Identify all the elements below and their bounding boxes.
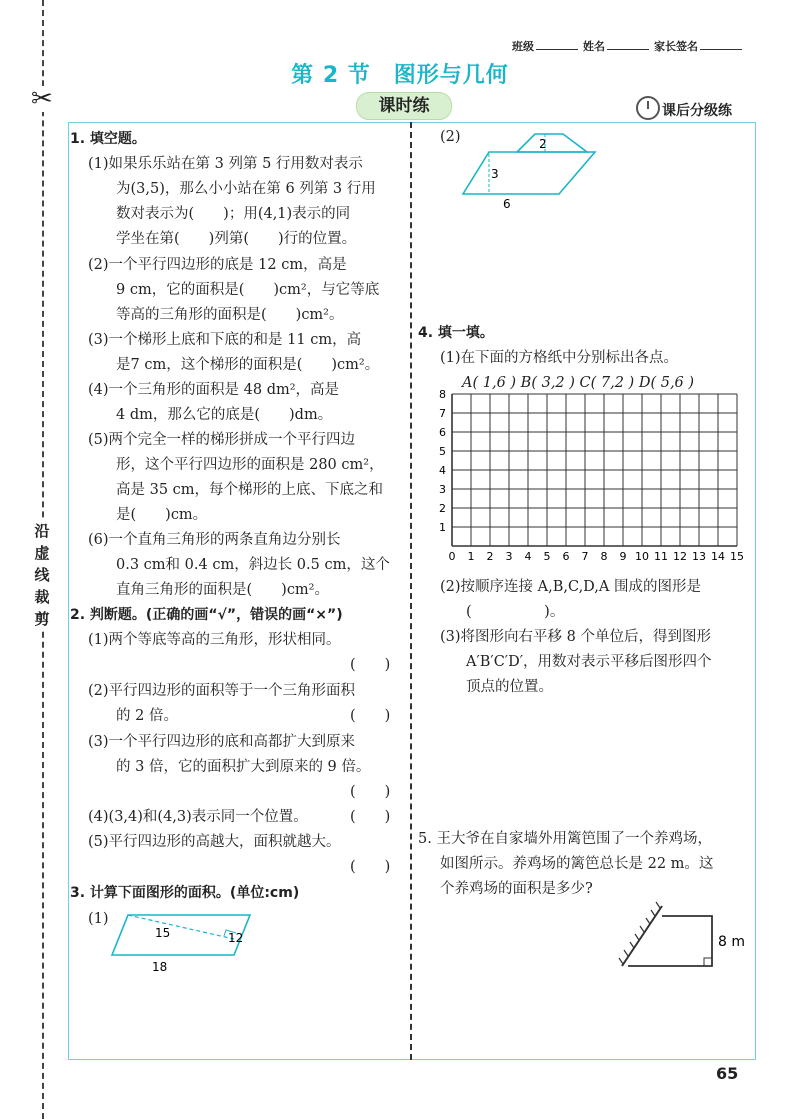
scissors-icon: ✂ <box>31 84 53 114</box>
cut-instruction: 沿 虚 线 裁 剪 <box>30 520 54 630</box>
q2-line: (5)平行四边形的高越大，面积就越大。 <box>88 834 341 850</box>
x-tick-label: 0 <box>448 550 456 563</box>
q2-line: (3)一个平行四边形的底和高都扩大到原来 <box>88 734 356 750</box>
q1-line: 4 dm，那么它的底是( )dm。 <box>116 407 333 423</box>
x-tick-label: 9 <box>619 550 627 563</box>
q1-line: (6)一个直角三角形的两条直角边分别长 <box>88 532 341 548</box>
q1-line: (2)一个平行四边形的底是 12 cm，高是 <box>88 257 347 273</box>
q1-line: 9 cm，它的面积是( )cm²，与它等底 <box>116 282 380 298</box>
q3-2-label: (2) <box>440 129 461 145</box>
y-tick-label: 3 <box>439 483 446 496</box>
x-tick-label: 11 <box>654 550 668 563</box>
q4-heading: 4. 填一填。 <box>418 325 494 341</box>
y-tick-label: 7 <box>439 407 446 420</box>
q5-line: 如图所示。养鸡场的篱笆总长是 22 m。这 <box>440 856 714 872</box>
answer-bracket[interactable]: ( ) <box>350 784 391 800</box>
q4-points: A( 1,6 ) B( 3,2 ) C( 7,2 ) D( 5,6 ) <box>462 375 695 391</box>
y-tick-label: 1 <box>439 521 446 534</box>
q1-line: 是( )cm。 <box>116 507 208 523</box>
fig1-height-label: 12 <box>228 931 244 945</box>
q1-line: 学坐在第( )列第( )行的位置。 <box>116 231 357 247</box>
q1-heading: 1. 填空题。 <box>70 131 146 147</box>
x-tick-label: 7 <box>581 550 589 563</box>
page-number: 65 <box>716 1064 739 1083</box>
q2-line: 的 2 倍。 <box>116 708 178 724</box>
x-tick-label: 8 <box>600 550 608 563</box>
q4-line: (1)在下面的方格纸中分别标出各点。 <box>440 350 679 366</box>
q1-line: 数对表示为( )；用(4,1)表示的同 <box>116 206 351 222</box>
fig2-height-label: 3 <box>491 167 499 181</box>
y-tick-label: 2 <box>439 502 446 515</box>
fence-line <box>628 916 712 966</box>
q3-heading: 3. 计算下面图形的面积。(单位:cm) <box>70 885 300 901</box>
answer-bracket[interactable]: ( ) <box>350 657 391 673</box>
q1-line: 等高的三角形的面积是( )cm²。 <box>116 307 344 323</box>
q1-line: (3)一个梯形上底和下底的和是 11 cm，高 <box>88 332 362 348</box>
fig1-slant-label: 15 <box>155 926 171 940</box>
right-angle-mark <box>704 958 712 966</box>
q4-line: 顶点的位置。 <box>466 679 553 695</box>
q4-line: A′B′C′D′，用数对表示平移后图形四个 <box>466 654 712 670</box>
q5-line: 5. 王大爷在自家墙外用篱笆围了一个养鸡场， <box>418 831 712 847</box>
parent-sign-field: 家长签名 <box>654 38 742 54</box>
x-tick-label: 6 <box>562 550 570 563</box>
q5-line: 个养鸡场的面积是多少? <box>440 881 593 897</box>
x-tick-label: 1 <box>467 550 475 563</box>
figure-chicken-yard <box>612 898 752 974</box>
page-title: 第 2 节 图形与几何 <box>291 63 509 88</box>
x-tick-label: 14 <box>711 550 725 563</box>
parallelogram-2-shape <box>463 152 595 194</box>
coordinate-grid[interactable] <box>432 388 752 566</box>
q1-line: 形，这个平行四边形的面积是 280 cm²， <box>116 457 384 473</box>
q1-line: 直角三角形的面积是( )cm²。 <box>116 582 329 598</box>
q4-line: (2)按顺序连接 A,B,C,D,A 围成的图形是 <box>440 579 701 595</box>
answer-bracket[interactable]: ( ) <box>350 708 391 724</box>
q2-line: (1)两个等底等高的三角形，形状相同。 <box>88 632 341 648</box>
q4-line: (3)将图形向右平移 8 个单位后，得到图形 <box>440 629 711 645</box>
x-tick-label: 13 <box>692 550 706 563</box>
x-tick-label: 4 <box>524 550 532 563</box>
y-tick-label: 8 <box>439 388 446 401</box>
class-field: 班级 <box>512 38 578 54</box>
q3-1-label: (1) <box>88 911 109 927</box>
fig2-top-label: 2 <box>539 137 547 151</box>
q1-line: (5)两个完全一样的梯形拼成一个平行四边 <box>88 432 356 448</box>
fence-height-label: 8 m <box>718 934 745 950</box>
q1-line: (1)如果乐乐站在第 3 列第 5 行用数对表示 <box>88 156 363 172</box>
q1-line: 高是 35 cm，每个梯形的上底、下底之和 <box>116 482 384 498</box>
q1-line: (4)一个三角形的面积是 48 dm²，高是 <box>88 382 340 398</box>
name-field: 姓名 <box>583 38 649 54</box>
clock-icon <box>636 96 660 120</box>
figure-parallelogram-2 <box>455 128 615 213</box>
q1-line: 为(3,5)，那么小小站在第 6 列第 3 行用 <box>116 181 376 197</box>
section-tab: 课时练 <box>356 92 452 120</box>
x-tick-label: 15 <box>730 550 744 563</box>
y-tick-label: 6 <box>439 426 446 439</box>
answer-bracket[interactable]: ( ) <box>350 859 391 875</box>
answer-bracket[interactable]: ( ) <box>350 809 391 825</box>
x-tick-label: 3 <box>505 550 513 563</box>
q1-line: 0.3 cm和 0.4 cm，斜边长 0.5 cm，这个 <box>116 557 390 573</box>
q1-line: 是7 cm，这个梯形的面积是( )cm²。 <box>116 357 380 373</box>
x-tick-label: 2 <box>486 550 494 563</box>
x-tick-label: 10 <box>635 550 649 563</box>
figure-parallelogram-1 <box>100 905 270 977</box>
fig1-base-label: 18 <box>152 960 168 974</box>
level-label: 课后分级练 <box>662 103 732 119</box>
wall-line <box>622 906 662 966</box>
triangle-cap-shape <box>517 134 587 152</box>
answer-blank[interactable]: ( )。 <box>466 604 565 620</box>
q2-line: 的 3 倍，它的面积扩大到原来的 9 倍。 <box>116 759 371 775</box>
x-tick-label: 5 <box>543 550 551 563</box>
fig2-base-label: 6 <box>503 197 511 211</box>
y-tick-label: 5 <box>439 445 446 458</box>
column-divider <box>410 122 412 1060</box>
q2-line: (2)平行四边形的面积等于一个三角形面积 <box>88 683 356 699</box>
x-tick-label: 12 <box>673 550 687 563</box>
q2-line: (4)(3,4)和(4,3)表示同一个位置。 <box>88 809 308 825</box>
q2-heading: 2. 判断题。(正确的画“√”，错误的画“×”) <box>70 607 343 623</box>
wall-hatching <box>619 902 660 964</box>
y-tick-label: 4 <box>439 464 446 477</box>
parallelogram-1-height <box>128 915 234 939</box>
